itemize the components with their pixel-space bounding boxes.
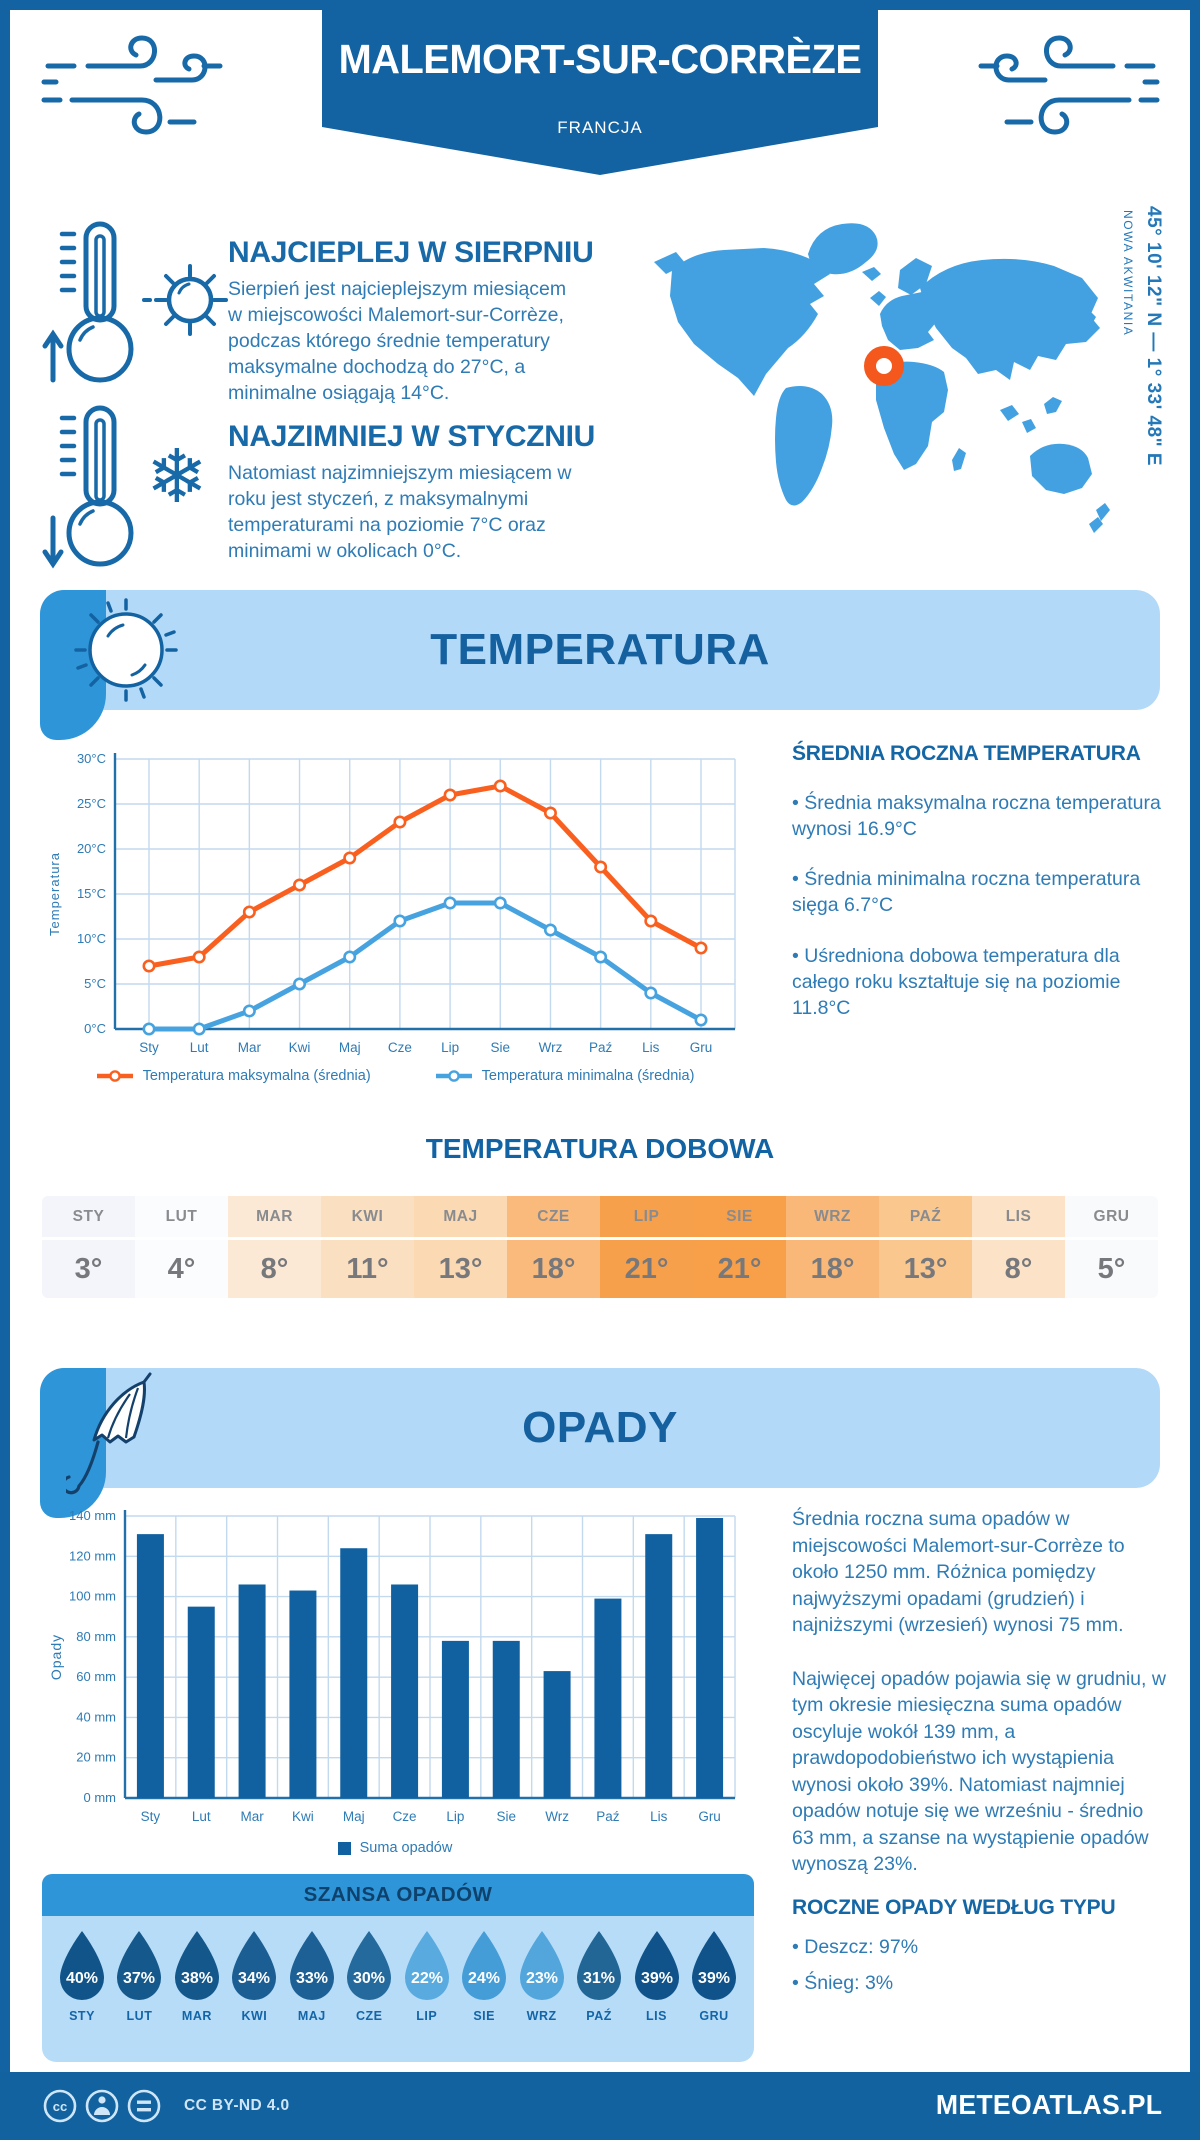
page-border-top [0,0,1200,10]
svg-text:30°C: 30°C [76,751,106,766]
bar [289,1591,316,1798]
svg-text:Sty: Sty [140,1809,161,1824]
bar [442,1641,469,1798]
svg-text:Lut: Lut [189,1040,209,1055]
data-point [395,916,405,926]
precipitation-section-title: OPADY [522,1403,678,1452]
drop-icon [519,1930,565,2000]
svg-text:Lis: Lis [642,1040,660,1055]
license-label: CC BY-ND 4.0 [184,2097,290,2114]
rain-chance-heading: SZANSA OPADÓW [42,1874,754,1916]
svg-text:Gru: Gru [689,1040,713,1055]
y-axis-label: Temperatura [47,852,62,936]
temp-value: 3° [42,1240,135,1298]
drop-icon [634,1930,680,2000]
svg-text:80 mm: 80 mm [76,1628,116,1644]
month-header: MAR [228,1196,321,1240]
rain-drop [688,1930,740,2023]
temp-value: 21° [600,1240,693,1298]
data-point [646,988,656,998]
drop-month-label: MAR [181,2009,212,2023]
footer-site-link[interactable]: METEOATLAS.PL [935,2089,1162,2120]
legend-square [338,1842,351,1855]
drop-month-label: LUT [126,2009,153,2023]
annual-temperature-summary [792,742,1170,1021]
temperature-line-chart-svg [45,733,745,1065]
daily-temp-column [507,1196,600,1298]
svg-text:0°C: 0°C [84,1021,106,1036]
summary-bullet: • Uśredniona dobowa temperatura dla całego roku kształtuje się na poziomie 11.8°C [792,943,1170,1021]
legend-item [338,1840,453,1856]
daily-temp-column [972,1196,1065,1298]
drop-percent: 40% [65,1970,99,1987]
data-point [395,817,405,827]
drop-icon [231,1930,277,2000]
daily-temp-column [600,1196,693,1298]
rain-drop [516,1930,568,2023]
data-point [144,1024,154,1034]
rain-chance-panel [42,1916,754,2062]
data-point [495,781,505,791]
svg-text:Wrz: Wrz [538,1040,563,1055]
drop-month-label: KWI [241,2009,268,2023]
daily-temp-column [42,1196,135,1298]
legend-item [435,1068,695,1084]
month-header: WRZ [786,1196,879,1240]
drop-month-label: MAJ [297,2009,326,2023]
bar [696,1518,723,1798]
equals-icon [137,2101,151,2112]
drop-percent: 33% [295,1970,328,1987]
daily-temperature-heading: TEMPERATURA DOBOWA [425,1133,775,1164]
series-line [149,903,701,1029]
data-point [646,916,656,926]
data-point [244,1006,254,1016]
drop-month-label: LIS [646,2009,667,2023]
bar [645,1534,672,1798]
thermometer-up-icon [42,218,157,393]
svg-text:Maj: Maj [342,1809,365,1824]
rain-drop [56,1930,108,2023]
drop-percent: 38% [180,1970,213,1987]
location-marker [870,352,898,380]
drop-icon [404,1930,450,2000]
drop-icon [289,1930,335,2000]
bar [188,1607,215,1798]
temp-value: 8° [972,1240,1065,1298]
legend-marker [96,1070,134,1082]
svg-text:20°C: 20°C [76,841,106,856]
bar [137,1534,164,1798]
page-border-left [0,0,10,2140]
drop-percent: 31% [583,1970,616,1987]
temperature-chart [45,733,745,1065]
drop-icon [116,1930,162,2000]
drop-percent: 39% [697,1970,730,1987]
temp-value: 8° [228,1240,321,1298]
svg-text:Paź: Paź [589,1040,613,1055]
rain-drop [286,1930,338,2023]
data-point [144,961,154,971]
snowflake-icon: ❄ [146,434,209,520]
drop-percent: 34% [238,1970,271,1987]
precipitation-legend [45,1840,745,1856]
data-point [595,862,605,872]
svg-text:Maj: Maj [338,1040,361,1055]
temperature-section-title: TEMPERATURA [430,625,770,674]
rain-drop [573,1930,625,2023]
svg-text:Mar: Mar [237,1040,261,1055]
daily-temp-column [228,1196,321,1298]
x-labels [139,1040,712,1055]
svg-text:Lut: Lut [191,1809,211,1824]
bar [239,1584,266,1798]
svg-text:20 mm: 20 mm [76,1749,116,1765]
daily-temp-column [321,1196,414,1298]
svg-text:5°C: 5°C [84,976,106,991]
rain-drop [458,1930,510,2023]
month-header: LUT [135,1196,228,1240]
annual-summary-heading: ŚREDNIA ROCZNA TEMPERATURA [792,742,1141,765]
svg-text:Cze: Cze [387,1040,412,1055]
data-point [696,1015,706,1025]
data-point [294,979,304,989]
svg-text:Lis: Lis [650,1809,668,1824]
drop-month-label: CZE [356,2009,383,2023]
legend-label: Temperatura maksymalna (średnia) [142,1068,371,1084]
svg-text:Paź: Paź [596,1809,620,1824]
temp-value: 18° [786,1240,879,1298]
drop-percent: 30% [353,1970,386,1987]
rain-chance-drops [56,1930,740,2023]
summary-bullet: • Średnia maksymalna roczna temperatura wynosi 16.9°C [792,790,1170,842]
y-axis-label: Opady [48,1633,64,1681]
legend-label: Temperatura minimalna (średnia) [481,1068,695,1084]
data-point [244,907,254,917]
drop-percent: 39% [640,1970,673,1987]
temp-value: 13° [879,1240,972,1298]
temperature-legend [45,1068,745,1084]
month-header: LIS [972,1196,1065,1240]
fact-text-coldest: Natomiast najzimniejszym miesiącem w roku jest styczeń, z maksymalnymi temperaturami na poziomie 7°C oraz minimami w okolicach 0°C. [228,462,572,562]
precip-paragraph: Średnia roczna suma opadów w miejscowości Malemort-sur-Corrèze to około 1250 mm. Różnica pomiędzy najwyższymi opadami (grudzień) i najniższymi (wrzesień) wynosi 75 mm. [792,1508,1125,1637]
rain-drop [228,1930,280,2023]
legend-marker [435,1070,473,1082]
daily-temp-column [1065,1196,1158,1298]
drop-percent: 22% [410,1970,443,1987]
drop-icon [691,1930,737,2000]
month-header: GRU [1065,1196,1158,1240]
fact-text-warmest: Sierpień jest najcieplejszym miesiącem w miejscowości Malemort-sur-Corrèze, podczas którego średnie temperatury maksymalne dochodzą do 27°C, a minimalne osiągają 14°C. [228,278,567,404]
summary-bullet: • Średnia minimalna roczna temperatura sięga 6.7°C [792,866,1170,918]
temperature-section-band [40,590,1160,710]
svg-text:Kwi: Kwi [292,1809,314,1824]
bar [391,1584,418,1798]
month-header: SIE [693,1196,786,1240]
drop-month-label: LIP [416,2009,438,2023]
month-header: LIP [600,1196,693,1240]
svg-text:Mar: Mar [240,1809,264,1824]
svg-text:120 mm: 120 mm [69,1548,116,1564]
rain-drop [171,1930,223,2023]
footer-bar [0,2072,1200,2140]
page-title: MALEMORT-SUR-CORRÈZE [338,36,862,82]
daily-temp-column [693,1196,786,1298]
legend-item [96,1068,371,1084]
wind-icon [968,22,1163,154]
precipitation-section-band [40,1368,1160,1488]
drop-icon [59,1930,105,2000]
svg-text:10°C: 10°C [76,931,106,946]
data-point [545,808,555,818]
drop-percent: 23% [525,1970,558,1987]
temp-value: 18° [507,1240,600,1298]
svg-text:Sie: Sie [490,1040,511,1055]
svg-text:40 mm: 40 mm [76,1709,116,1725]
legend-label: Suma opadów [359,1840,453,1856]
drop-icon [576,1930,622,2000]
svg-text:25°C: 25°C [76,796,106,811]
drop-icon [461,1930,507,2000]
world-map [648,192,1122,548]
y-tick-labels [69,1508,116,1805]
bar [594,1599,621,1798]
daily-temp-column [879,1196,972,1298]
bar [544,1671,571,1798]
precipitation-bar-chart-svg [45,1492,745,1834]
grid [125,1516,735,1798]
drop-month-label: STY [69,2009,95,2023]
daily-temp-column [414,1196,507,1298]
drop-percent: 24% [468,1970,501,1987]
data-point [545,925,555,935]
drop-percent: 37% [123,1970,156,1987]
temp-value: 4° [135,1240,228,1298]
cc-license-link[interactable] [40,2086,290,2126]
region-label: NOWA AKWITANIA [1121,210,1135,337]
data-point [194,952,204,962]
by-type-bullet: • Deszcz: 97% [792,1934,1170,1960]
month-header: MAJ [414,1196,507,1240]
by-type-heading: ROCZNE OPADY WEDŁUG TYPU [792,1896,1116,1919]
month-header: KWI [321,1196,414,1240]
drop-month-label: GRU [699,2009,729,2023]
svg-text:Sty: Sty [139,1040,159,1055]
svg-text:0 mm: 0 mm [83,1790,116,1805]
x-labels [141,1809,721,1824]
drop-month-label: SIE [473,2009,495,2023]
daily-temp-table [42,1196,1158,1298]
temp-value: 5° [1065,1240,1158,1298]
daily-temp-column [135,1196,228,1298]
svg-text:15°C: 15°C [76,886,106,901]
data-point [445,898,455,908]
svg-text:Sie: Sie [496,1809,517,1824]
month-header: CZE [507,1196,600,1240]
y-tick-labels [77,751,106,1036]
precipitation-by-type [792,1896,1170,1996]
data-point [194,1024,204,1034]
thermometer-down-icon [42,402,157,577]
cc-icon: cc [52,2099,68,2114]
data-point [294,880,304,890]
precip-paragraph: Najwięcej opadów pojawia się w grudniu, w tym okresie miesięczna suma opadów oscyluje wokół 139 mm, a prawdopodobieństwo ich wystąpienia wynosi około 39%. Natomiast najmniej opadów notuje się we wrześniu - średnio 63 mm, a szanse na wystąpienie opadów wynoszą 23%. [792,1667,1166,1876]
month-header: STY [42,1196,135,1240]
data-point [345,952,355,962]
svg-text:Kwi: Kwi [288,1040,311,1055]
data-point [345,853,355,863]
precipitation-summary [792,1506,1170,1878]
rain-drop [113,1930,165,2023]
data-point [445,790,455,800]
precipitation-chart [45,1492,745,1834]
temp-value: 11° [321,1240,414,1298]
by-type-bullet: • Śnieg: 3% [792,1970,1170,1996]
page-border-right [1190,0,1200,2140]
temp-value: 13° [414,1240,507,1298]
svg-text:Cze: Cze [392,1809,417,1824]
wind-icon [38,22,233,154]
header-banner [322,10,878,180]
person-icon [98,2096,105,2103]
cc-icons [40,2086,164,2126]
drop-icon [346,1930,392,2000]
fact-heading-warmest: NAJCIEPLEJ W SIERPNIU [228,236,594,269]
drop-icon [174,1930,220,2000]
svg-text:Wrz: Wrz [545,1809,569,1824]
sun-icon [142,252,237,347]
fact-heading-coldest: NAJZIMNIEJ W STYCZNIU [228,420,596,453]
data-point [595,952,605,962]
rain-drop [343,1930,395,2023]
svg-text:60 mm: 60 mm [76,1669,116,1685]
drop-month-label: WRZ [526,2009,557,2023]
temp-value: 21° [693,1240,786,1298]
month-header: PAŹ [879,1196,972,1240]
svg-text:Lip: Lip [441,1040,460,1055]
rain-drop [631,1930,683,2023]
svg-text:Gru: Gru [698,1809,721,1824]
svg-text:140 mm: 140 mm [69,1508,116,1523]
data-point [696,943,706,953]
rain-chance-block [42,1874,754,2062]
svg-text:100 mm: 100 mm [69,1588,116,1604]
drop-month-label: PAŹ [586,2009,612,2023]
daily-temp-column [786,1196,879,1298]
bar [493,1641,520,1798]
country-subtitle: FRANCJA [557,118,643,137]
data-point [495,898,505,908]
svg-text:Lip: Lip [446,1809,465,1824]
rain-drop [401,1930,453,2023]
coordinates-label: 45° 10' 12" N — 1° 33' 48" E [1143,206,1164,467]
bar [340,1548,367,1798]
